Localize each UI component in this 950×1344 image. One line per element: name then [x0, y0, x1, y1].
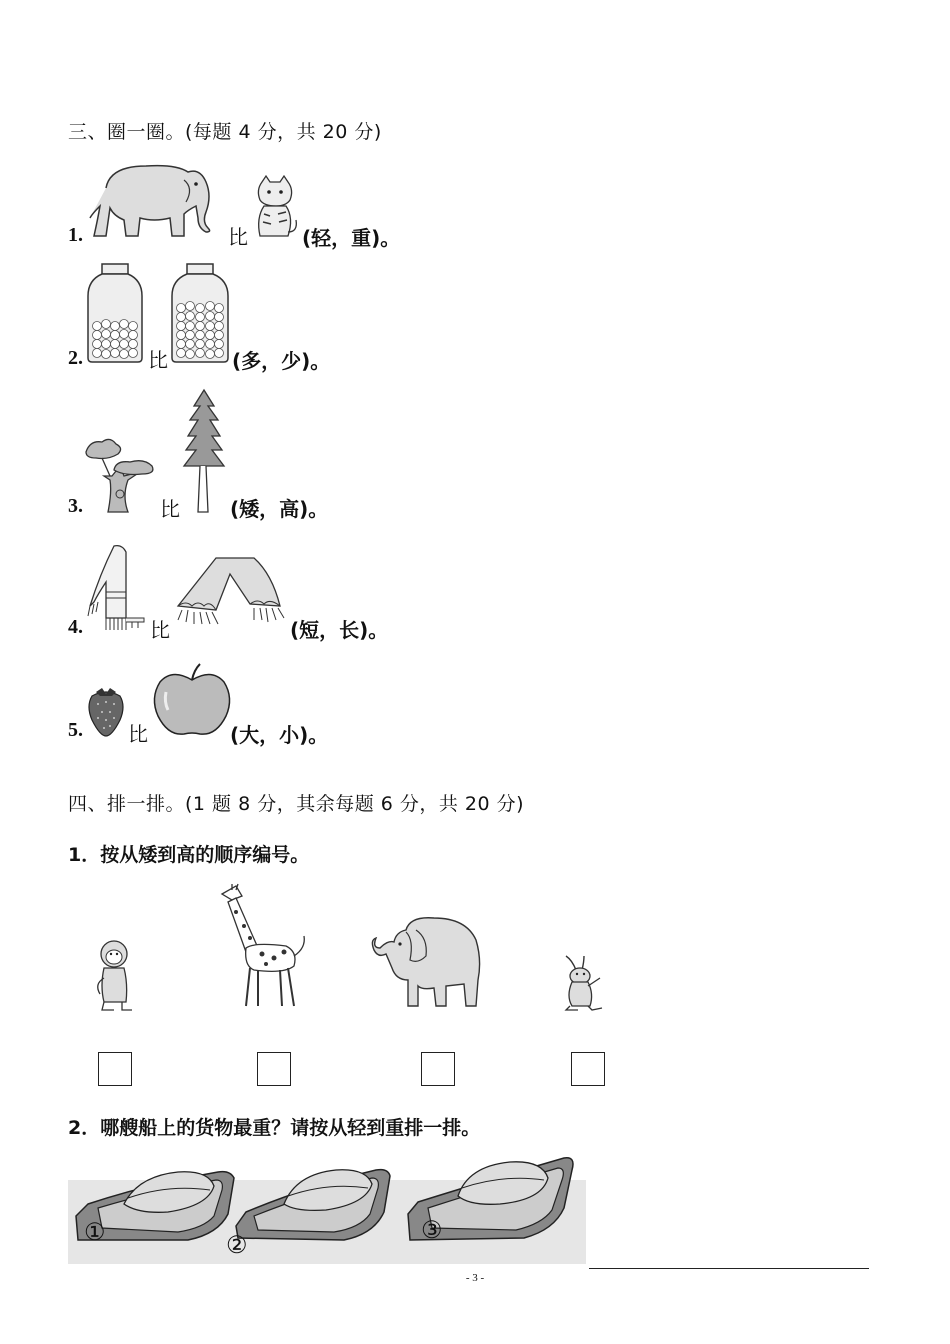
boat-label-1: ①	[84, 1218, 106, 1246]
item-4-bi: 比	[150, 618, 170, 642]
item-3-bi: 比	[160, 497, 180, 521]
boat-label-2: ②	[226, 1231, 248, 1259]
tall-tree-icon	[180, 388, 228, 514]
item-4-options[interactable]: (短，长)。	[290, 618, 389, 642]
jar-icon-left	[86, 262, 144, 364]
boat-label-3: ③	[421, 1216, 443, 1244]
page-number: - 3 -	[465, 1272, 485, 1284]
elephant-icon-small	[366, 910, 482, 1010]
strawberry-icon	[86, 686, 126, 738]
answer-box-giraffe[interactable]	[257, 1052, 291, 1086]
section-4-question-2: 2．哪艘船上的货物最重？请按从轻到重排一排。	[68, 1117, 481, 1139]
item-3-number: 3.	[68, 495, 83, 517]
item-2-bi: 比	[148, 348, 168, 372]
rabbit-icon	[558, 954, 608, 1012]
monkey-icon	[92, 938, 140, 1012]
section-4-title: 四、排一排。(1 题 8 分，其余每题 6 分，共 20 分)	[68, 793, 525, 815]
long-scarf-icon	[176, 554, 288, 630]
cat-icon	[252, 174, 298, 242]
item-3-options[interactable]: (矮，高)。	[230, 497, 329, 521]
section-4-question-1: 1．按从矮到高的顺序编号。	[68, 844, 310, 866]
jar-icon-right	[170, 262, 230, 364]
item-5-options[interactable]: (大，小)。	[230, 723, 329, 747]
answer-box-elephant[interactable]	[421, 1052, 455, 1086]
item-1-bi: 比	[228, 225, 248, 249]
giraffe-icon	[214, 882, 314, 1012]
boats-illustration	[68, 1154, 586, 1264]
item-5-number: 5.	[68, 719, 83, 741]
answer-box-monkey[interactable]	[98, 1052, 132, 1086]
item-5-bi: 比	[128, 722, 148, 746]
section-3-title: 三、圈一圈。(每题 4 分，共 20 分)	[68, 121, 382, 143]
short-tree-icon	[84, 436, 156, 514]
short-scarf-icon	[88, 544, 150, 634]
elephant-icon	[88, 158, 218, 240]
apple-icon	[152, 662, 232, 738]
item-2-number: 2.	[68, 347, 83, 369]
item-1-options[interactable]: (轻，重)。	[302, 226, 401, 250]
answer-box-rabbit[interactable]	[571, 1052, 605, 1086]
item-4-number: 4.	[68, 616, 83, 638]
answer-line[interactable]	[589, 1268, 869, 1269]
item-2-options[interactable]: (多，少)。	[232, 349, 331, 373]
item-1-number: 1.	[68, 224, 83, 246]
